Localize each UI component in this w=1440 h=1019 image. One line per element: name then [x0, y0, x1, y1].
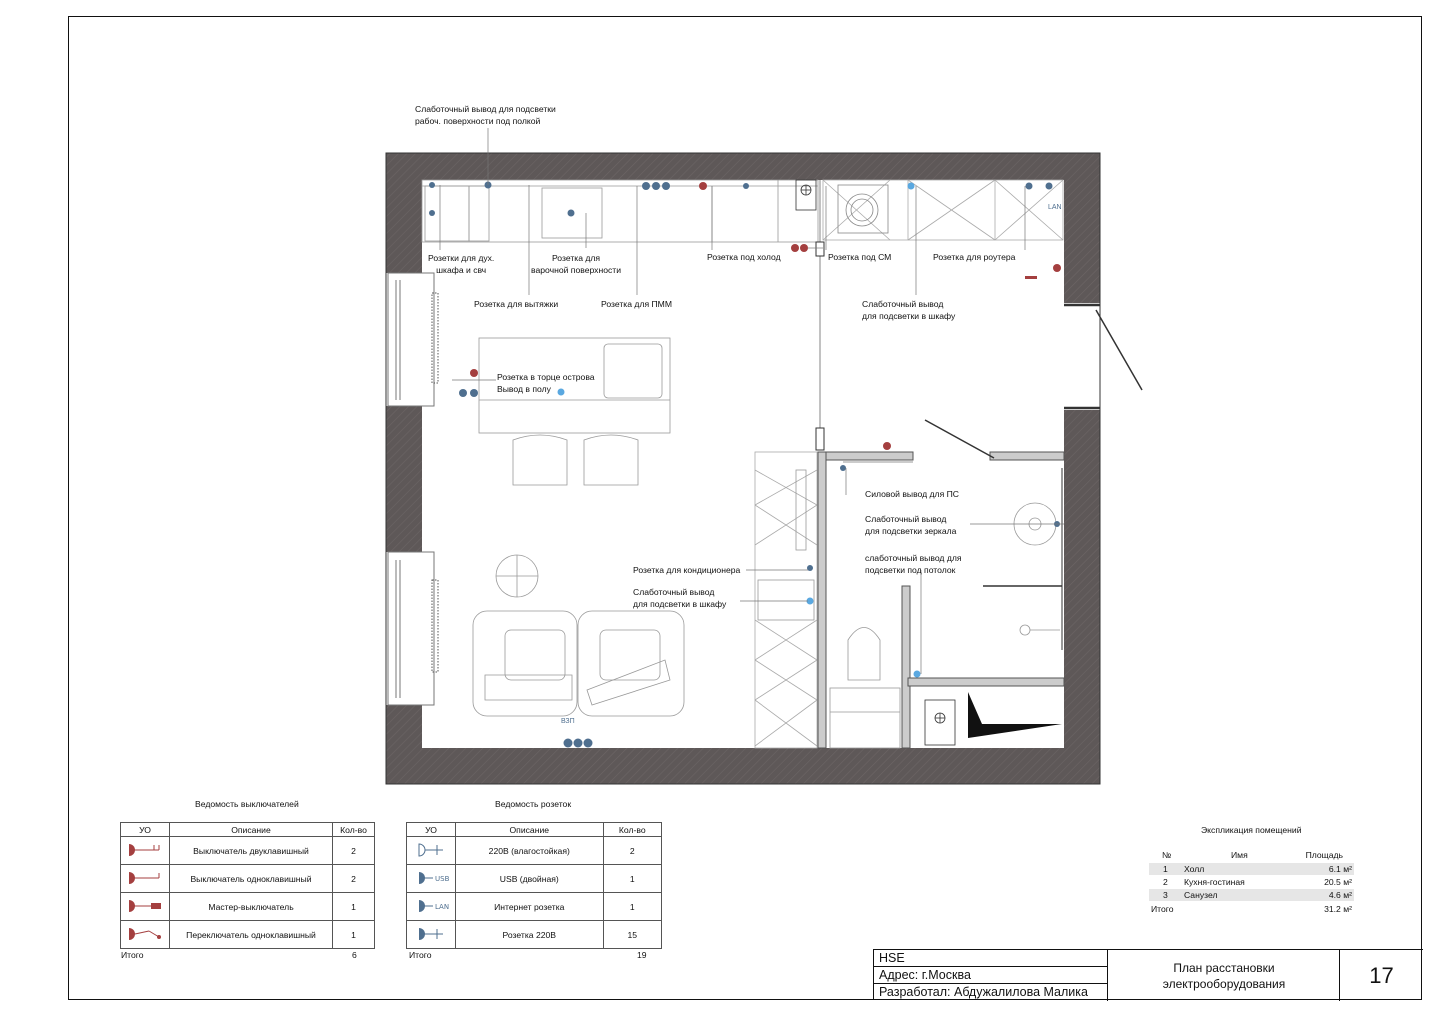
- sofa-and-table: [473, 555, 684, 716]
- stamp-sheet-number: 17: [1339, 949, 1423, 1001]
- table-row: 2 Кухня-гостиная 20.5 м²: [1163, 877, 1352, 887]
- title-block: [873, 949, 1422, 1000]
- sockets-table-title: Ведомость розеток: [495, 799, 572, 809]
- switches-total-label: Итого: [121, 950, 144, 960]
- stamp-author: Разработал: Абдужалилова Малика: [874, 983, 1108, 1000]
- table-row: Выключатель двуклавишный 2: [121, 837, 375, 865]
- hall-cabinets: [823, 180, 1063, 240]
- bathroom-fixtures: [830, 503, 1060, 748]
- table-row: 1 Холл 6.1 м²: [1149, 863, 1354, 875]
- label-socket-island: Розетка в торце острова Вывод в полу: [497, 372, 595, 394]
- usb-tag: ВЗП: [561, 718, 575, 725]
- usb-socket-icon: [407, 868, 455, 888]
- table-row: Розетка 220В 15: [407, 921, 662, 949]
- rooms-header: № Имя Площадь: [1162, 850, 1343, 860]
- label-socket-ac: Розетка для кондиционера: [633, 565, 741, 575]
- kitchen-cabinets: [422, 180, 818, 242]
- switches-total-value: 6: [352, 950, 357, 960]
- stamp-title: План расстановки электрооборудования: [1107, 949, 1340, 1001]
- interior-partitions: [816, 180, 1064, 748]
- label-socket-washer: Розетка под СМ: [828, 252, 892, 262]
- switches-col-desc: Описание: [170, 823, 333, 837]
- sockets-blue: [429, 182, 1060, 748]
- window-west-top: [388, 273, 438, 406]
- lan-socket-icon: [407, 896, 455, 916]
- waterproof-socket-icon: [407, 840, 455, 860]
- label-socket-fridge: Розетка под холод: [707, 252, 781, 262]
- switches-table-title: Ведомость выключателей: [195, 799, 299, 809]
- shower-tray: [968, 692, 1062, 738]
- lan-tag: LAN: [1048, 204, 1062, 211]
- stamp-address: Адрес: г.Москва: [874, 966, 1108, 983]
- rooms-total: Итого 31.2 м²: [1151, 904, 1352, 914]
- sockets-red: [470, 182, 1061, 450]
- master-switch-icon: [121, 896, 169, 916]
- sockets-table: [406, 822, 662, 949]
- stamp-org: HSE: [874, 949, 1108, 966]
- table-row: USB USB (двойная) 1: [407, 865, 662, 893]
- sockets-col-qty: Кол-во: [603, 823, 661, 837]
- table-row: 3 Санузел 4.6 м²: [1149, 889, 1354, 901]
- usb-socket-tag: USB: [435, 874, 450, 883]
- sockets-total-label: Итого: [409, 950, 432, 960]
- label-socket-oven: Розетки для дух. шкафа и свч: [428, 253, 495, 275]
- sockets-total-value: 19: [637, 950, 647, 960]
- label-lowvolt-closet: Слаботочный вывод для подсветки в шкафу: [633, 587, 727, 609]
- table-row: Выключатель одноклавишный 2: [121, 865, 375, 893]
- window-west-bottom: [388, 552, 438, 705]
- toggle-switch-icon: [121, 924, 169, 944]
- switches-col-qty: Кол-во: [333, 823, 375, 837]
- sockets-col-symbol: УО: [407, 823, 456, 837]
- table-row: LAN Интернет розетка 1: [407, 893, 662, 921]
- label-lowvolt-wardrobe: Слаботочный вывод для подсветки в шкафу: [862, 299, 956, 321]
- table-row: Переключатель одноклавишный 1: [121, 921, 375, 949]
- label-socket-dishwasher: Розетка для ПММ: [601, 299, 672, 309]
- label-socket-hob: Розетка для варочной поверхности: [531, 253, 622, 275]
- label-lowvolt-mirror: Слаботочный вывод для подсветки зеркала: [865, 514, 957, 536]
- lan-socket-tag: LAN: [435, 902, 450, 911]
- sockets-col-desc: Описание: [456, 823, 604, 837]
- single-switch-icon: [121, 868, 169, 888]
- table-row: 220В (влагостойкая) 2: [407, 837, 662, 865]
- label-power-floor-heat: Силовой вывод для ПС: [865, 489, 959, 499]
- label-socket-hood: Розетка для вытяжки: [474, 299, 559, 309]
- exterior-walls: [386, 153, 1100, 784]
- socket-220-icon: [407, 924, 455, 944]
- leader-lines: [440, 128, 1064, 674]
- kitchen-island: [479, 338, 670, 485]
- label-lowvolt-work-surface: Слаботочный вывод для подсветки рабоч. поверхности под полкой: [415, 104, 556, 126]
- label-lowvolt-ceiling: слаботочный вывод для подсветки под потолок: [865, 553, 962, 575]
- title-block-info: [873, 949, 1108, 1000]
- double-switch-icon: [121, 840, 169, 860]
- switches-table: [120, 822, 375, 949]
- switches-col-symbol: УО: [121, 823, 170, 837]
- entrance-door: [1064, 305, 1142, 408]
- table-row: Мастер-выключатель 1: [121, 893, 375, 921]
- rooms-title: Экспликация помещений: [1201, 825, 1302, 835]
- label-socket-router: Розетка для роутера: [933, 252, 1016, 262]
